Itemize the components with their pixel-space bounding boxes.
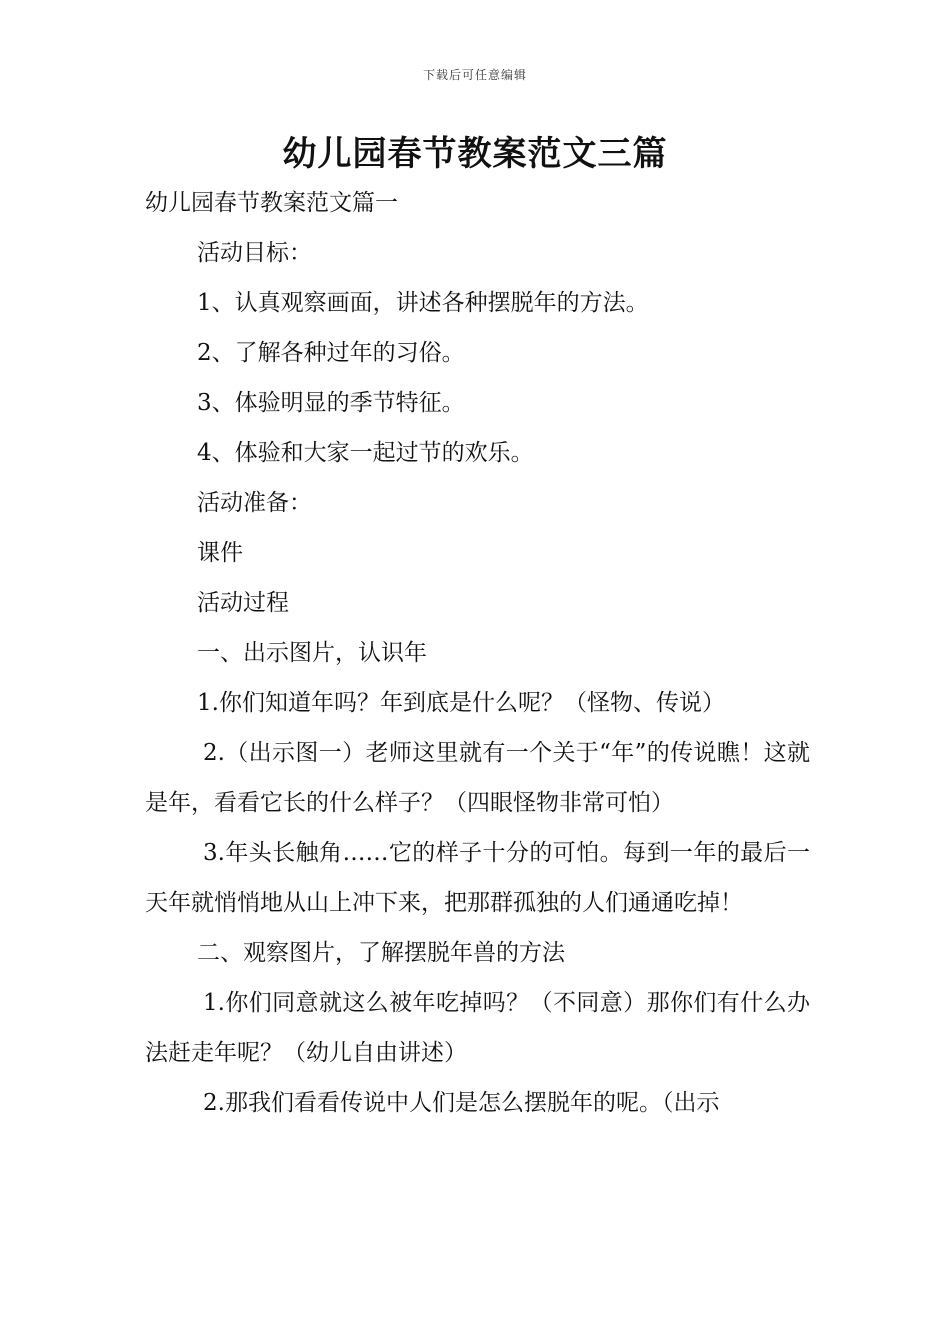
paragraph: 一、出示图片，认识年 [197,640,427,666]
paragraph: 2.那我们看看传说中人们是怎么摆脱年的呢。（出示 [203,1090,720,1116]
paragraph: 4、体验和大家一起过节的欢乐。 [197,440,534,466]
paragraph: 活动准备： [197,490,312,516]
paragraph: 1.你们同意就这么被年吃掉吗？（不同意）那你们有什么办法赶走年呢？（幼儿自由讲述） [145,990,810,1066]
paragraph: 课件 [197,540,243,566]
document-title: 幼儿园春节教案范文三篇 [282,134,668,174]
paragraph: 2.（出示图一）老师这里就有一个关于“年”的传说瞧！这就是年，看看它长的什么样子？（四眼怪物非常可怕） [145,740,810,816]
document-body [145,178,810,1128]
header-note: 下载后可任意编辑 [422,68,527,82]
paragraph: 3、体验明显的季节特征。 [197,390,465,416]
paragraph: 1、认真观察画面，讲述各种摆脱年的方法。 [197,290,649,316]
section-title: 幼儿园春节教案范文篇一 [145,190,398,216]
paragraph: 2、了解各种过年的习俗。 [197,340,465,366]
paragraph: 1.你们知道年吗？年到底是什么呢？（怪物、传说） [197,690,725,716]
paragraph: 3.年头长触角……它的样子十分的可怕。每到一年的最后一天年就悄悄地从山上冲下来，把那群孤独的人们通通吃掉！ [145,840,810,916]
paragraph: 活动目标： [197,240,312,266]
paragraph: 活动过程 [197,590,289,616]
paragraph: 二、观察图片，了解摆脱年兽的方法 [197,940,565,966]
